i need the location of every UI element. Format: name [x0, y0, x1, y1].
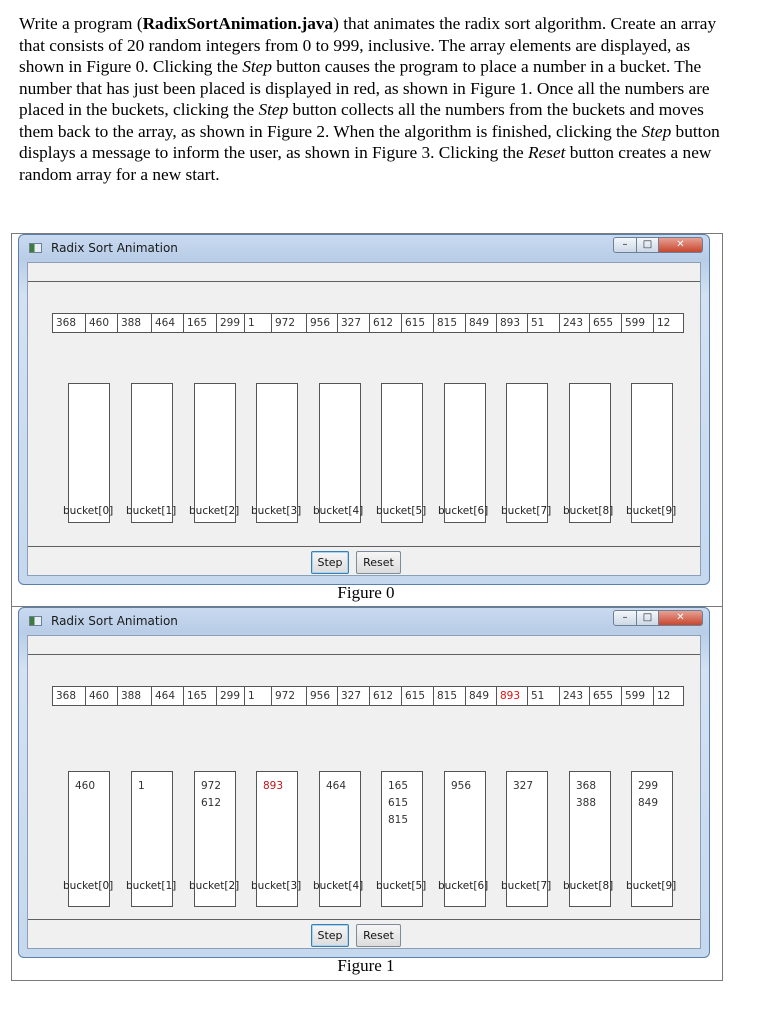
figure-caption: Figure 1 [337, 956, 395, 975]
array-cell: 599 [621, 686, 654, 706]
statement-text: Write a program ( [19, 14, 143, 33]
top-strip [28, 636, 700, 655]
bucket-label: bucket[4] [313, 880, 364, 892]
app-window [18, 234, 710, 585]
window-titlebar[interactable] [19, 235, 709, 261]
minimize-icon[interactable]: – [613, 610, 637, 626]
array-cell: 612 [369, 686, 402, 706]
array-cell: 12 [653, 686, 684, 706]
array-cell: 1 [244, 686, 272, 706]
step-button[interactable]: Step [311, 924, 349, 947]
animation-pane [28, 655, 700, 920]
array-cell: 464 [151, 686, 184, 706]
bucket-label: bucket[6] [438, 505, 489, 517]
bucket-values: 956 [451, 780, 472, 792]
window-titlebar[interactable] [19, 608, 709, 634]
bucket-values [69, 384, 109, 390]
array-cell: 615 [401, 313, 434, 333]
bucket-label: bucket[6] [438, 880, 489, 892]
array-cell: 388 [117, 686, 152, 706]
bucket-values: 165 615 815 [388, 780, 409, 826]
bucket-label: bucket[8] [563, 505, 614, 517]
array-cell: 815 [433, 313, 466, 333]
bucket-values: 460 [75, 780, 96, 792]
maximize-icon[interactable]: □ [637, 237, 659, 253]
bucket-label: bucket[9] [626, 505, 677, 517]
step-term: Step [258, 100, 289, 119]
bucket-values: 327 [513, 780, 534, 792]
window-controls [613, 610, 703, 626]
animation-pane [28, 282, 700, 547]
bucket-box [444, 383, 486, 523]
app-window-icon [29, 243, 42, 253]
close-icon[interactable]: ✕ [659, 237, 703, 253]
bucket-label: bucket[1] [126, 880, 177, 892]
array-cell: 51 [527, 313, 560, 333]
array-cell: 243 [559, 313, 590, 333]
client-area [27, 635, 701, 949]
array-cell: 655 [589, 313, 622, 333]
top-strip [28, 263, 700, 282]
array-cell: 615 [401, 686, 434, 706]
array-cell: 956 [306, 686, 338, 706]
statement-text: ) that animates the radix sort algorithm. Create an array that consists of 20 random integers from 0 to 999, inclusive. The array elements are displayed, as shown in Figure 0. Clicking the [19, 14, 717, 76]
step-term: Step [242, 57, 272, 76]
bucket-values [570, 384, 610, 390]
bucket-box [68, 383, 110, 523]
array-cell: 460 [85, 686, 118, 706]
bucket-values [320, 384, 360, 390]
array-cell: 972 [271, 686, 307, 706]
bucket-box [381, 383, 423, 523]
bucket-label: bucket[0] [63, 880, 114, 892]
bucket-values: 368 388 [576, 780, 597, 809]
bucket-label: bucket[3] [251, 505, 302, 517]
bucket-values [507, 384, 547, 390]
client-area [27, 262, 701, 576]
bucket-box [319, 383, 361, 523]
step-term: Step [641, 121, 672, 141]
bucket-values [257, 384, 297, 390]
bucket-label: bucket[7] [501, 880, 552, 892]
bucket-label: bucket[1] [126, 505, 177, 517]
bucket-values [632, 384, 672, 390]
window-title: Radix Sort Animation [51, 614, 178, 628]
array-cell: 165 [183, 313, 217, 333]
statement-text: button collects all the numbers from the buckets and moves them back to the array, as shown in Figure 2. When the algorithm is finished, clicking the [19, 100, 704, 141]
array-cell: 165 [183, 686, 217, 706]
array-cell: 849 [465, 686, 497, 706]
bucket-label: bucket[4] [313, 505, 364, 517]
array-cell: 956 [306, 313, 338, 333]
bucket-box [631, 383, 673, 523]
bucket-values: 464 [326, 780, 347, 792]
bucket-label: bucket[0] [63, 505, 114, 517]
bucket-values: 1 [138, 780, 145, 792]
array-cell: 464 [151, 313, 184, 333]
bucket-values: 972 612 [201, 780, 222, 809]
window-title: Radix Sort Animation [51, 241, 178, 255]
array-cell: 368 [52, 313, 86, 333]
array-cell: 368 [52, 686, 86, 706]
bucket-values [195, 384, 235, 390]
array-cell: 388 [117, 313, 152, 333]
array-cell: 972 [271, 313, 307, 333]
bucket-values [132, 384, 172, 390]
maximize-icon[interactable]: □ [637, 610, 659, 626]
bucket-box [194, 383, 236, 523]
app-window [18, 607, 710, 958]
app-window-icon [29, 616, 42, 626]
array-cell: 599 [621, 313, 654, 333]
array-cell: 612 [369, 313, 402, 333]
array-cell: 893 [496, 686, 528, 706]
array-cell: 12 [653, 313, 684, 333]
program-filename: RadixSortAnimation.java [142, 14, 334, 33]
array-cell: 299 [216, 313, 245, 333]
bucket-label: bucket[3] [251, 880, 302, 892]
figure-caption: Figure 0 [337, 583, 395, 602]
statement-text: button causes the program to place a number in a bucket. The number that has just been placed is displayed in red, as shown in Figure 1. Once all the numbers are placed in the buckets, clicking the [19, 57, 710, 119]
bucket-box [131, 383, 173, 523]
array-cell: 51 [527, 686, 560, 706]
bucket-box [506, 383, 548, 523]
bucket-label: bucket[8] [563, 880, 614, 892]
bucket-label: bucket[5] [376, 880, 427, 892]
problem-statement [19, 13, 739, 185]
bucket-values: 299 849 [638, 780, 659, 809]
reset-button[interactable]: Reset [356, 551, 401, 574]
array-cell: 460 [85, 313, 118, 333]
window-controls [613, 237, 703, 253]
close-icon[interactable]: ✕ [659, 610, 703, 626]
minimize-icon[interactable]: – [613, 237, 637, 253]
bucket-label: bucket[7] [501, 505, 552, 517]
bucket-values [445, 384, 485, 390]
statement-text: button displays a message to inform the user, as shown in Figure 3. Clicking the [19, 121, 720, 162]
array-cell: 243 [559, 686, 590, 706]
bucket-values [382, 384, 422, 390]
bucket-box [256, 383, 298, 523]
reset-term: Reset [528, 143, 566, 162]
reset-button[interactable]: Reset [356, 924, 401, 947]
bucket-label: bucket[2] [189, 505, 240, 517]
bucket-label: bucket[9] [626, 880, 677, 892]
step-button[interactable]: Step [311, 551, 349, 574]
bucket-label: bucket[5] [376, 505, 427, 517]
bucket-label: bucket[2] [189, 880, 240, 892]
statement-text: button creates a new random array for a new start. [19, 143, 712, 184]
array-cell: 849 [465, 313, 497, 333]
array-cell: 893 [496, 313, 528, 333]
bucket-box [569, 383, 611, 523]
array-cell: 655 [589, 686, 622, 706]
array-cell: 1 [244, 313, 272, 333]
array-cell: 299 [216, 686, 245, 706]
array-cell: 815 [433, 686, 466, 706]
array-cell: 327 [337, 313, 370, 333]
array-cell: 327 [337, 686, 370, 706]
bucket-values: 893 [263, 780, 284, 792]
